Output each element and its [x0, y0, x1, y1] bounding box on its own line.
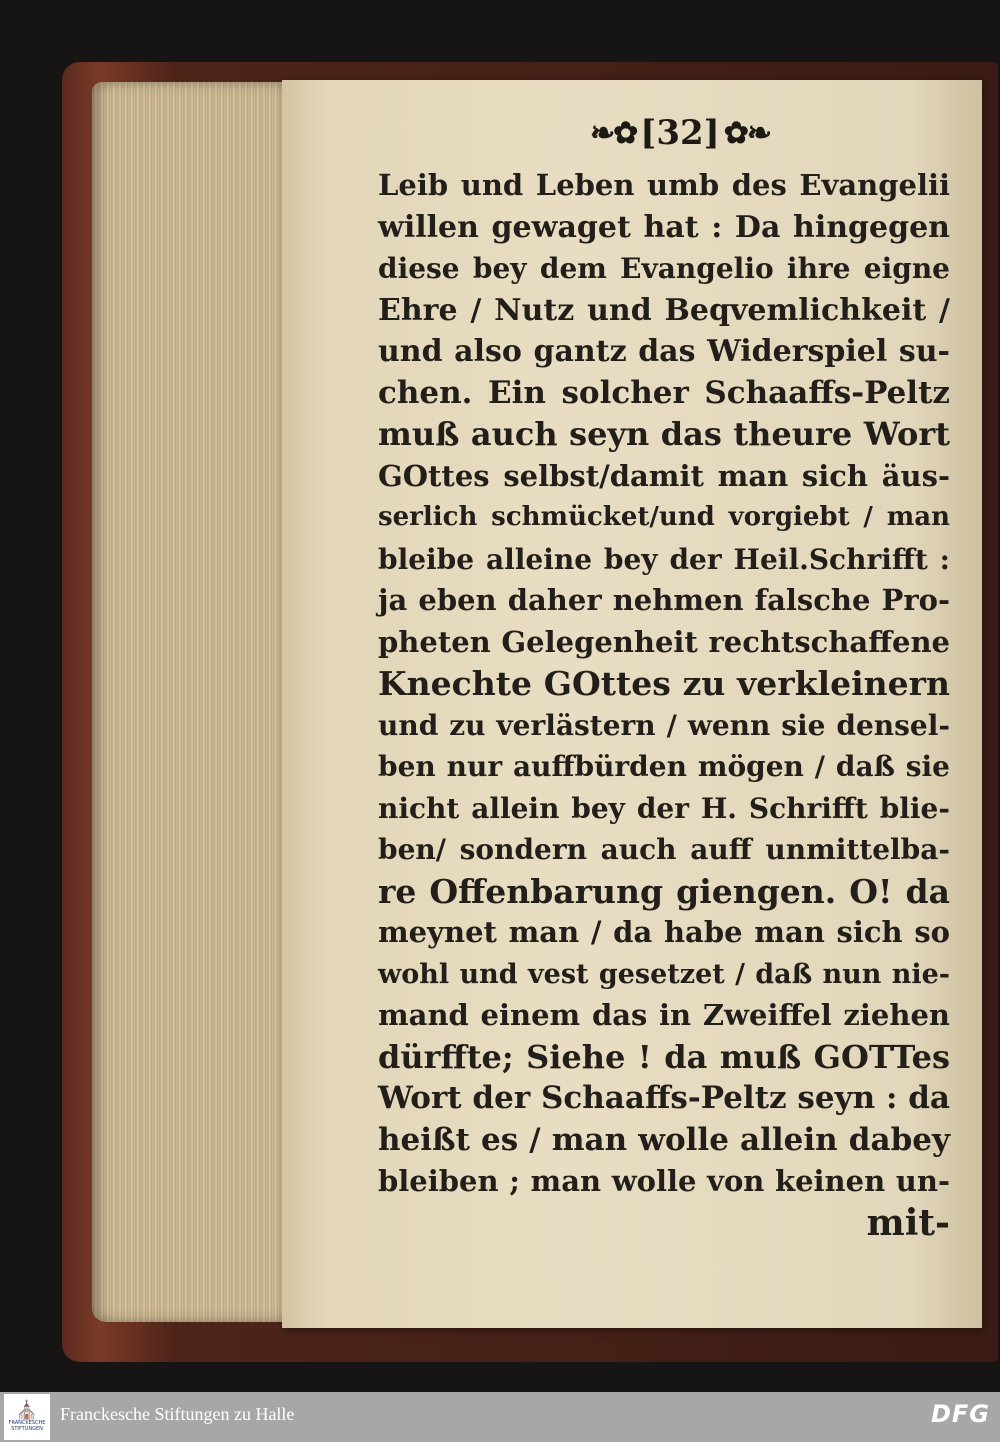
- logo-text: FRANCKESCHE STIFTUNGEN: [8, 1420, 46, 1432]
- text-line: mand einem das in Zweiffel ziehen: [378, 998, 950, 1032]
- text-line: heißt es / man wolle allein dabey: [378, 1121, 950, 1158]
- text-line: ben nur auffbürden mögen / daß sie: [378, 750, 950, 783]
- text-line: ben/ sondern auch auff unmittelba-: [378, 833, 950, 866]
- building-icon: ⛪: [15, 1400, 39, 1421]
- page-edges: [92, 82, 292, 1322]
- text-line: bleiben ; man wolle von keinen un-: [378, 1164, 950, 1198]
- text-line: Knechte GOttes zu verkleinern: [378, 664, 950, 703]
- text-line: wohl und vest gesetzet / daß nun nie-: [378, 958, 950, 990]
- text-line: muß auch seyn das theure Wort: [378, 415, 950, 453]
- ornament-right-icon: ✿❧: [723, 115, 771, 151]
- page-number: 32: [656, 113, 704, 153]
- text-line: pheten Gelegenheit rechtschaffene: [378, 624, 950, 659]
- text-line: nicht allein bey der H. Schrifft blie-: [378, 791, 950, 825]
- text-line: meynet man / da habe man sich so: [378, 915, 950, 949]
- text-line: chen. Ein solcher Schaaffs-Peltz: [378, 374, 950, 411]
- institution-logo[interactable]: [4, 1394, 50, 1440]
- text-line: ja eben daher nehmen falsche Pro-: [378, 583, 950, 617]
- bracket-close: ]: [703, 113, 720, 153]
- text-line: GOttes selbst/damit man sich äus-: [378, 458, 950, 493]
- text-line: willen gewaget hat : Da hingegen: [378, 209, 950, 245]
- text-line: Leib und Leben umb des Evangelii: [378, 168, 950, 202]
- bracket-open: [: [640, 113, 657, 153]
- viewer-footer: [0, 1392, 1000, 1442]
- ornament-left-icon: ❧✿: [589, 115, 637, 151]
- text-line: und zu verlästern / wenn sie densel-: [378, 708, 950, 742]
- text-line: dürffte; Siehe ! da muß GOTTes: [378, 1037, 950, 1076]
- text-line: serlich schmücket/und vorgiebt / man: [378, 502, 950, 532]
- text-line: Ehre / Nutz und Beqvemlichkeit /: [378, 292, 950, 328]
- text-line: re Offenbarung giengen. O! da: [378, 871, 950, 911]
- text-line: Wort der Schaaffs-Peltz seyn : da: [378, 1080, 950, 1116]
- text-line: diese bey dem Evangelio ihre eigne: [378, 252, 950, 285]
- text-line: und also gantz das Widerspiel su-: [378, 334, 950, 369]
- catchword: mit-: [866, 1201, 950, 1244]
- page-text: [378, 165, 950, 1244]
- page-header: [560, 110, 800, 156]
- institution-name[interactable]: Franckesche Stiftungen zu Halle: [60, 1404, 295, 1424]
- dfg-logo[interactable]: DFG: [930, 1400, 990, 1428]
- text-line: bleibe alleine bey der Heil.Schrifft :: [378, 542, 950, 576]
